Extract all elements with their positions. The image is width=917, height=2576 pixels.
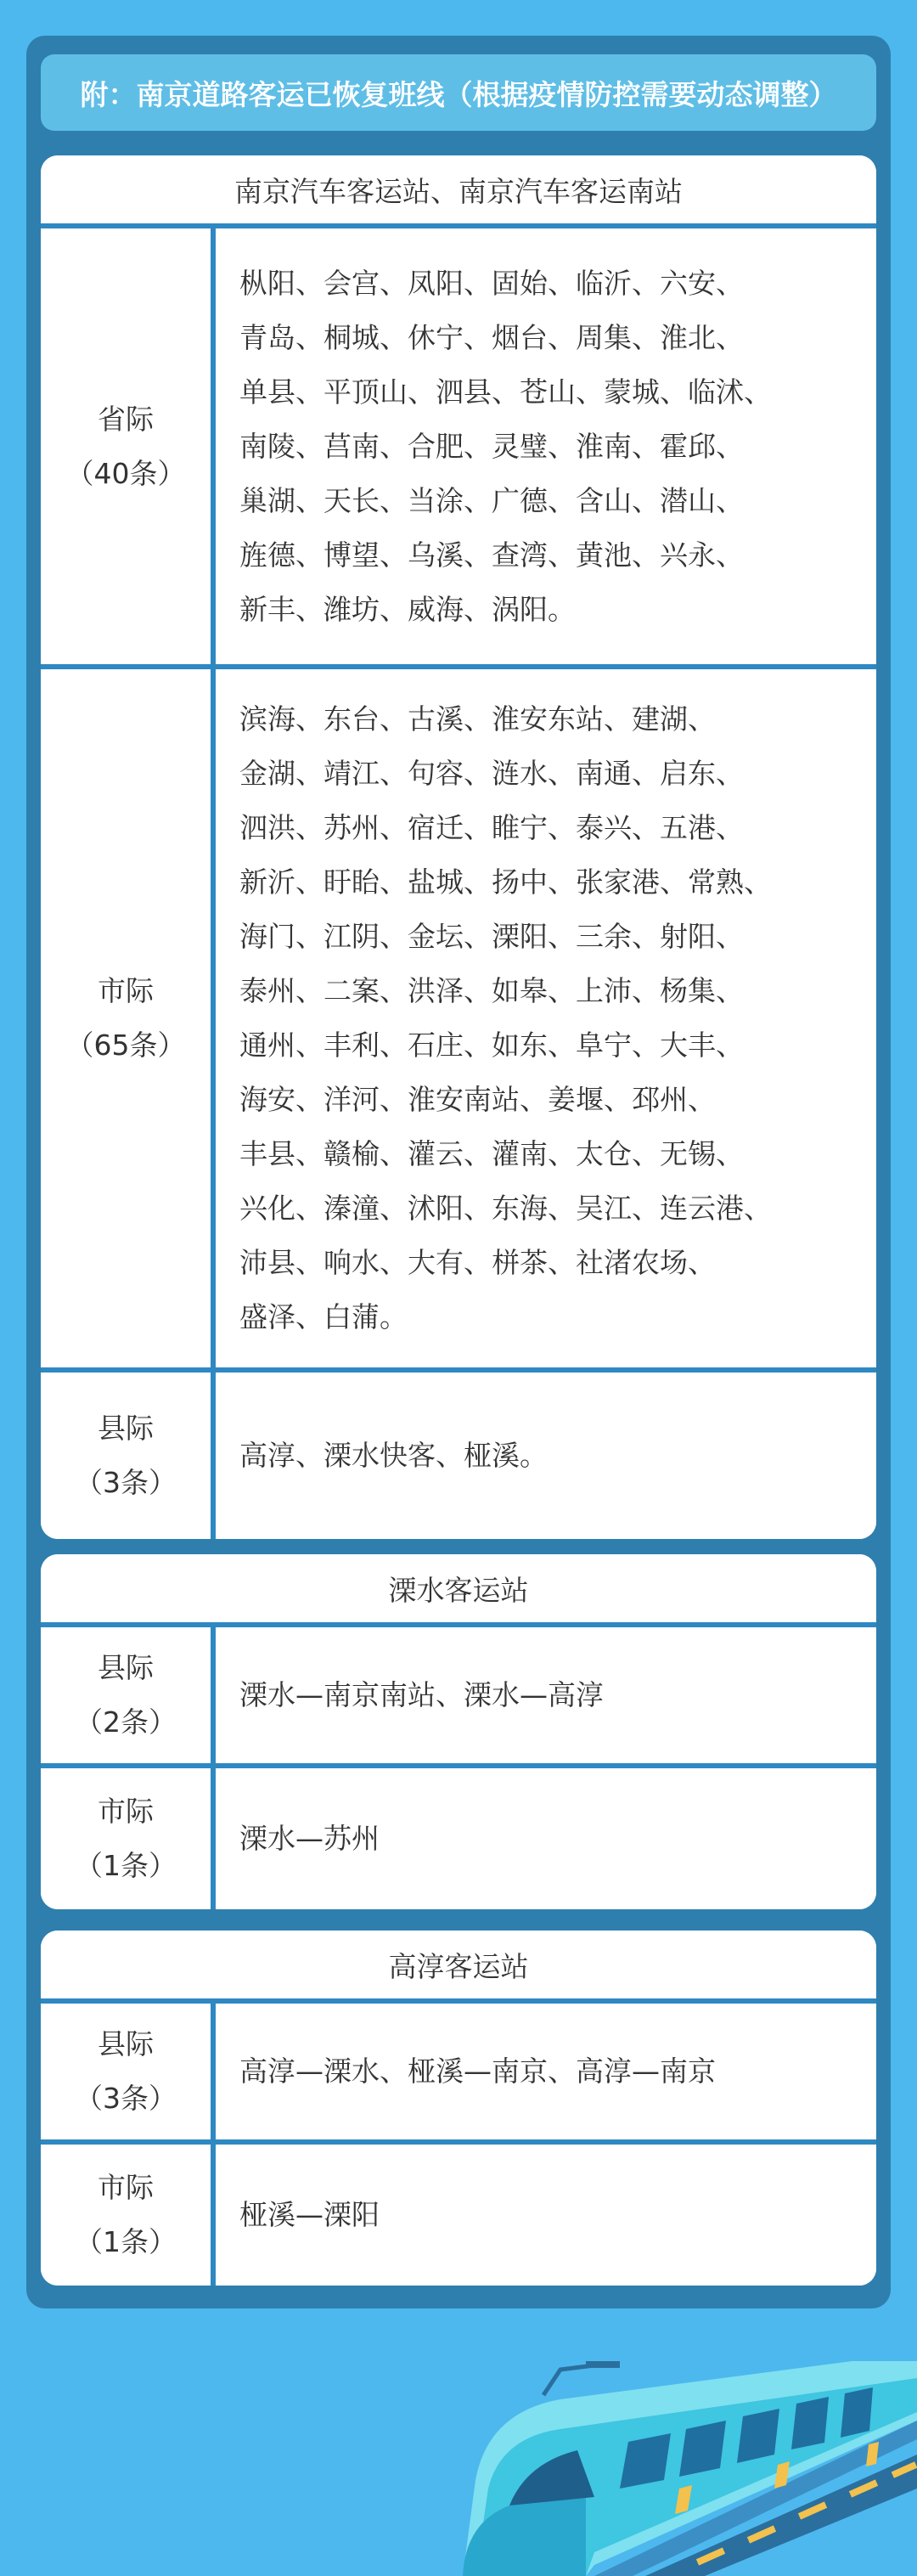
route-line: 沛县、响水、大有、栟茶、社渚农场、 — [239, 1246, 716, 1279]
route-line: 盛泽、白蒲。 — [239, 1300, 408, 1333]
route-category — [41, 1768, 216, 1909]
route-category-label: 县际 — [98, 2027, 154, 2060]
route-count: （65条） — [65, 1029, 186, 1062]
route-category — [41, 669, 216, 1367]
route-line: 南陵、莒南、合肥、灵璧、淮南、霍邱、 — [239, 429, 744, 463]
route-row — [41, 223, 876, 664]
route-line: 单县、平顶山、泗县、苍山、蒙城、临沭、 — [239, 375, 772, 409]
route-category — [41, 1627, 216, 1763]
station-name: 溧水客运站 — [41, 1554, 876, 1622]
route-line: 溧水—苏州 — [239, 1822, 380, 1855]
route-list — [216, 2004, 876, 2139]
route-line: 滨海、东台、古溪、淮安东站、建湖、 — [239, 702, 716, 736]
route-line: 通州、丰利、石庄、如东、阜宁、大丰、 — [239, 1029, 744, 1062]
route-line: 高淳—溧水、桠溪—南京、高淳—南京 — [239, 2055, 716, 2088]
route-line: 高淳、溧水快客、桠溪。 — [239, 1439, 548, 1472]
route-row — [41, 664, 876, 1367]
route-line: 青岛、桐城、休宁、烟台、周集、淮北、 — [239, 320, 744, 354]
route-category-label: 市际 — [98, 974, 154, 1007]
route-line: 桠溪—溧阳 — [239, 2198, 380, 2231]
route-list — [216, 1768, 876, 1909]
route-row — [41, 1763, 876, 1909]
route-category-label: 县际 — [98, 1412, 154, 1445]
route-line: 巢湖、天长、当涂、广德、含山、潜山、 — [239, 483, 744, 517]
route-count: （3条） — [75, 1466, 177, 1499]
route-line: 新丰、潍坊、威海、涡阳。 — [239, 592, 576, 626]
route-count: （40条） — [65, 456, 186, 490]
route-row — [41, 2139, 876, 2286]
route-category-label: 省际 — [98, 402, 154, 436]
train-icon — [0, 2361, 917, 2576]
route-line: 泗洪、苏州、宿迁、睢宁、泰兴、五港、 — [239, 811, 744, 844]
route-row — [41, 1998, 876, 2139]
page-title — [41, 54, 876, 131]
route-count: （1条） — [75, 1849, 177, 1882]
route-line: 旌德、博望、乌溪、查湾、黄池、兴永、 — [239, 538, 744, 572]
station-card-lishui — [41, 1554, 876, 1909]
route-list — [216, 2145, 876, 2286]
route-line: 新沂、盱眙、盐城、扬中、张家港、常熟、 — [239, 865, 772, 899]
route-list — [216, 669, 876, 1367]
route-row — [41, 1367, 876, 1539]
route-count: （1条） — [75, 2225, 177, 2258]
station-name: 南京汽车客运站、南京汽车客运南站 — [41, 155, 876, 223]
route-line: 海门、江阴、金坛、溧阳、三余、射阳、 — [239, 920, 744, 953]
station-card-gaochun — [41, 1931, 876, 2286]
route-row — [41, 1622, 876, 1763]
route-count: （3条） — [75, 2082, 177, 2115]
route-category — [41, 2145, 216, 2286]
station-card-nanjing — [41, 155, 876, 1539]
route-line: 兴化、溱潼、沭阳、东海、吴江、连云港、 — [239, 1192, 772, 1225]
route-category — [41, 1373, 216, 1539]
route-line: 丰县、赣榆、灌云、灌南、太仓、无锡、 — [239, 1137, 744, 1170]
route-line: 海安、洋河、淮安南站、姜堰、邳州、 — [239, 1083, 716, 1116]
route-category-label: 县际 — [98, 1651, 154, 1684]
route-line: 枞阳、会宫、凤阳、固始、临沂、六安、 — [239, 266, 744, 300]
route-category — [41, 228, 216, 664]
route-line: 泰州、二案、洪泽、如皋、上沛、杨集、 — [239, 974, 744, 1007]
route-count: （2条） — [75, 1705, 177, 1739]
route-list — [216, 1373, 876, 1539]
route-category-label: 市际 — [98, 1795, 154, 1828]
page-title-text: 附：南京道路客运已恢复班线（根据疫情防控需要动态调整） — [80, 77, 837, 111]
route-list — [216, 1627, 876, 1763]
route-line: 溧水—南京南站、溧水—高淳 — [239, 1678, 604, 1711]
route-category — [41, 2004, 216, 2139]
route-line: 金湖、靖江、句容、涟水、南通、启东、 — [239, 757, 744, 790]
station-name: 高淳客运站 — [41, 1931, 876, 1998]
route-category-label: 市际 — [98, 2171, 154, 2204]
route-list — [216, 228, 876, 664]
